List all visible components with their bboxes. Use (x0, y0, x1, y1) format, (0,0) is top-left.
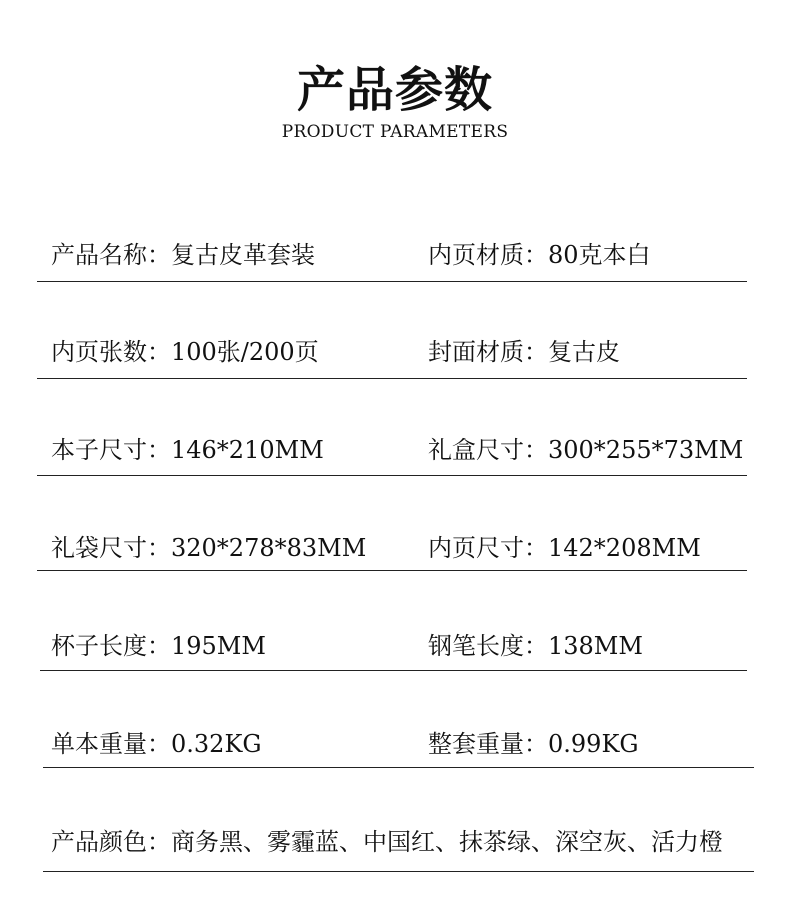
param-row (0, 332, 790, 392)
param-row (0, 430, 790, 490)
param-value: 100张/200页 (171, 338, 319, 366)
row-divider (37, 281, 747, 282)
param-value: 80克本白 (548, 241, 651, 269)
param-value: 320*278*83MM (171, 534, 367, 562)
page-title: 产品参数 (296, 62, 493, 118)
row-divider (37, 378, 747, 379)
param-row (0, 724, 790, 784)
param-set-weight (428, 724, 639, 764)
param-value: 195MM (171, 632, 266, 660)
row-divider (40, 670, 747, 671)
param-gift-bag-size (51, 528, 366, 568)
param-product-name (51, 235, 315, 275)
param-value: 0.32KG (171, 730, 262, 758)
param-cup-length (51, 626, 266, 666)
param-value: 138MM (548, 632, 643, 660)
row-divider (43, 871, 754, 872)
param-inner-paper (428, 235, 651, 275)
param-cover-material (428, 332, 620, 372)
param-label: 内页张数： (51, 338, 171, 366)
param-label: 内页尺寸： (428, 534, 548, 562)
page-subtitle: PRODUCT PARAMETERS (281, 122, 509, 142)
param-label: 礼盒尺寸： (428, 436, 548, 464)
param-label: 产品颜色： (51, 828, 171, 856)
row-divider (37, 475, 747, 476)
row-divider (43, 767, 754, 768)
param-notebook-size (51, 430, 324, 470)
param-row (0, 528, 790, 588)
param-row (0, 626, 790, 686)
row-divider (37, 570, 747, 571)
param-page-count (51, 332, 319, 372)
param-value: 商务黑、雾霾蓝、中国红、抹茶绿、深空灰、活力橙 (171, 828, 723, 856)
param-row (0, 235, 790, 295)
param-pen-length (428, 626, 643, 666)
param-value: 复古皮革套装 (171, 241, 315, 269)
param-value: 复古皮 (548, 338, 620, 366)
param-inner-page-size (428, 528, 701, 568)
param-label: 封面材质： (428, 338, 548, 366)
param-value: 146*210MM (171, 436, 324, 464)
param-label: 钢笔长度： (428, 632, 548, 660)
param-value: 300*255*73MM (548, 436, 744, 464)
param-label: 本子尺寸： (51, 436, 171, 464)
param-label: 整套重量： (428, 730, 548, 758)
param-gift-box-size (428, 430, 743, 470)
param-value: 0.99KG (548, 730, 639, 758)
param-product-colors (51, 822, 723, 862)
param-row (0, 822, 790, 882)
param-label: 杯子长度： (51, 632, 171, 660)
param-label: 单本重量： (51, 730, 171, 758)
param-label: 产品名称： (51, 241, 171, 269)
param-label: 内页材质： (428, 241, 548, 269)
param-notebook-weight (51, 724, 262, 764)
param-label: 礼袋尺寸： (51, 534, 171, 562)
param-value: 142*208MM (548, 534, 701, 562)
